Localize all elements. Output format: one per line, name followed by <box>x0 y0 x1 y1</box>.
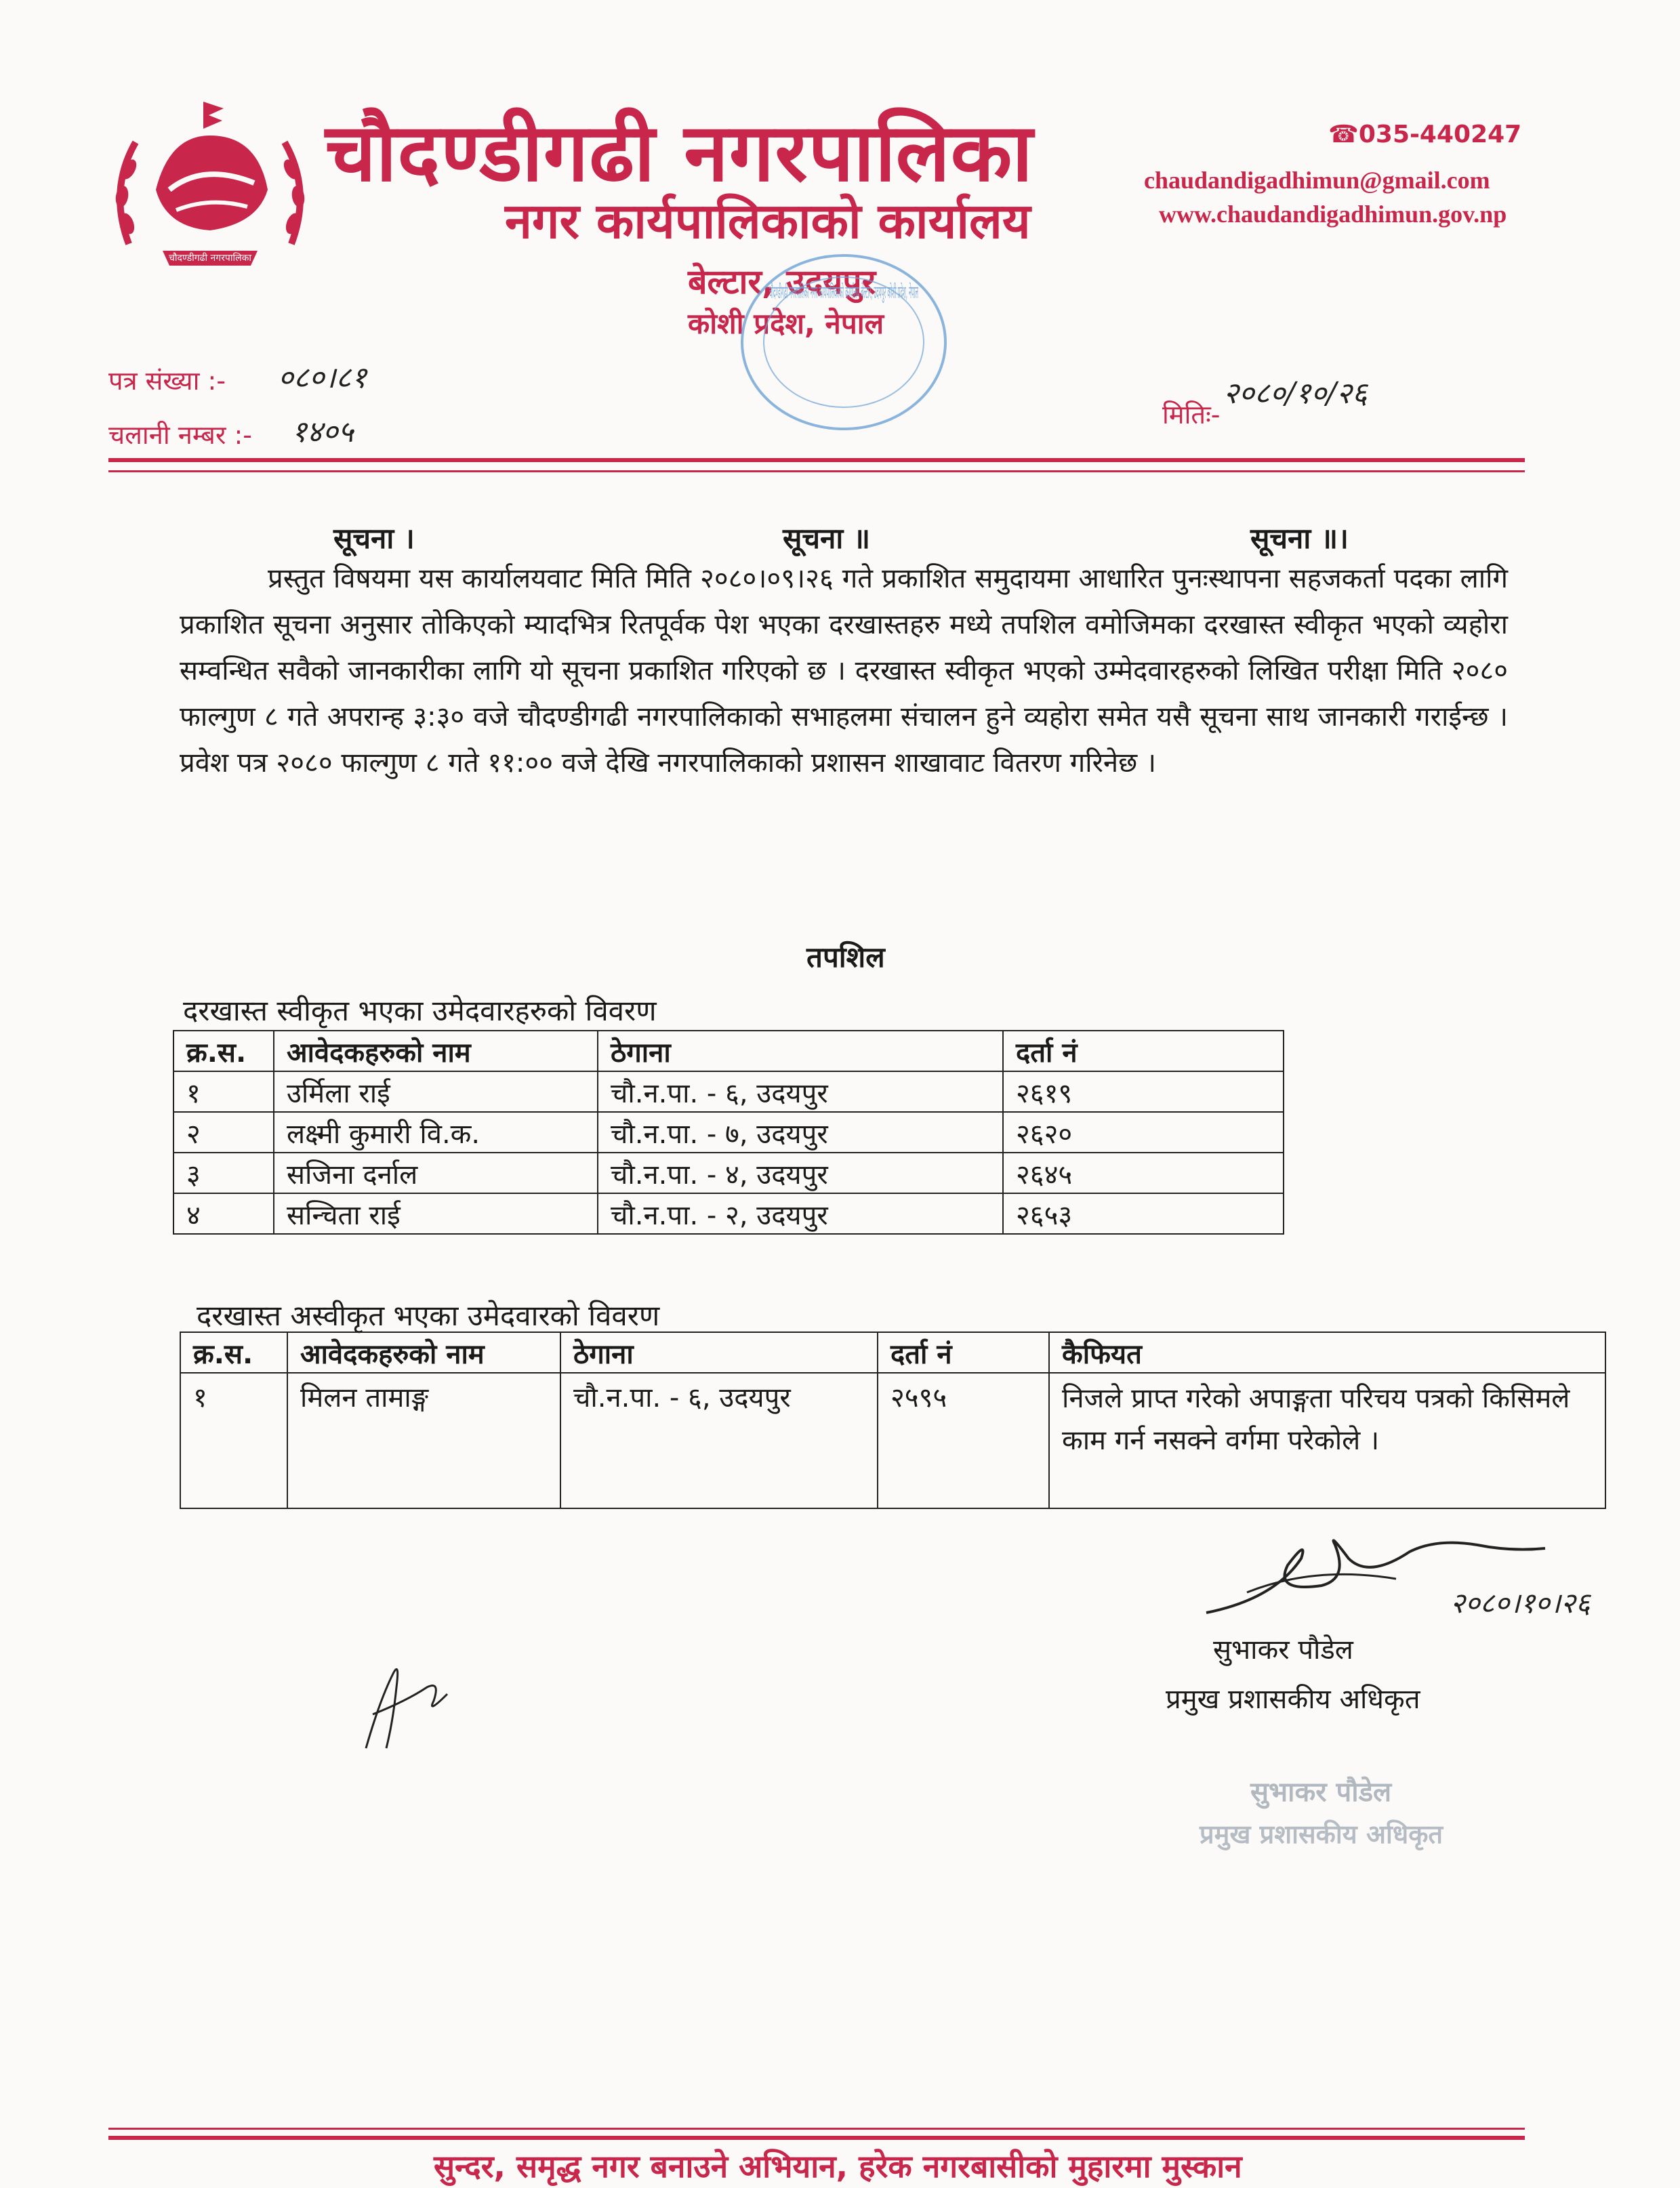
table-row <box>173 1193 1284 1234</box>
col-header: ठेगाना <box>560 1332 878 1373</box>
phone-icon: ☎ <box>1328 121 1359 148</box>
cell: चौ.न.पा. - ६, उदयपुर <box>598 1071 1003 1112</box>
date-value: २०८०/१०/२६ <box>1223 376 1368 411</box>
accepted-table-title: दरखास्त स्वीकृत भएका उमेदवारहरुको विवरण <box>183 994 657 1027</box>
signed-date: २०८०।१०।२६ <box>1450 1586 1591 1619</box>
footer-rule-bottom <box>108 2136 1525 2140</box>
notice-heading-2: सूचना ॥ <box>783 522 871 555</box>
footer-slogan: सुन्दर, समृद्ध नगर बनाउने अभियान, हरेक नगरबासीको मुहारमा मुस्कान <box>434 2148 1242 2185</box>
col-header: आवेदकहरुको नाम <box>287 1332 560 1373</box>
dispatch-no-value: १४०५ <box>291 415 354 449</box>
cell: चौ.न.पा. - ७, उदयपुर <box>598 1112 1003 1153</box>
col-header: दर्ता नं <box>878 1332 1049 1373</box>
header-rule-top <box>108 458 1525 462</box>
signatory-title: प्रमुख प्रशासकीय अधिकृत <box>1166 1684 1420 1715</box>
header-rule-bottom <box>108 470 1525 472</box>
table-header-row <box>180 1332 1605 1373</box>
emblem-text: चौदण्डीगढी नगरपालिका <box>168 253 252 264</box>
col-header: ठेगाना <box>598 1031 1003 1071</box>
phone-number <box>1328 121 1521 148</box>
cell: २५९५ <box>878 1373 1049 1508</box>
rejected-candidates-table <box>180 1332 1606 1509</box>
footer-rule-top <box>108 2128 1525 2130</box>
cell: २६४५ <box>1003 1153 1284 1193</box>
dispatch-no-label: चलानी नम्बर :- <box>108 420 253 450</box>
cell: चौ.न.पा. - ४, उदयपुर <box>598 1153 1003 1193</box>
cell: २६२० <box>1003 1112 1284 1153</box>
municipality-emblem <box>102 88 319 291</box>
notice-heading-1: सूचना । <box>333 522 415 555</box>
letter-no-value: ०८०।८१ <box>278 360 367 395</box>
rejected-table-title: दरखास्त अस्वीकृत भएका उमेदवारको विवरण <box>197 1299 660 1332</box>
annex-title: तपशिल <box>806 941 885 974</box>
cell: २६१९ <box>1003 1071 1284 1112</box>
office-name: नगर कार्यपालिकाको कार्यालय <box>505 192 1031 249</box>
cell: १ <box>180 1373 287 1508</box>
cell: मिलन तामाङ्ग <box>287 1373 560 1508</box>
table-row <box>173 1112 1284 1153</box>
notice-heading-3: सूचना ॥। <box>1250 522 1349 555</box>
col-header: आवेदकहरुको नाम <box>274 1031 598 1071</box>
address-line-1: बेल्टार, उदयपुर <box>688 262 876 302</box>
cell: चौ.न.पा. - ६, उदयपुर <box>560 1373 878 1508</box>
cell: सन्चिता राई <box>274 1193 598 1234</box>
cell: २६५३ <box>1003 1193 1284 1234</box>
table-row <box>173 1071 1284 1112</box>
notice-body <box>180 556 1508 786</box>
col-header: क्र.स. <box>180 1332 287 1373</box>
table-row <box>173 1153 1284 1193</box>
signatory-name: सुभाकर पौडेल <box>1213 1634 1353 1666</box>
notice-body-text: प्रस्तुत विषयमा यस कार्यालयवाट मिति मिति २०८०।०९।२६ गते प्रकाशित समुदायमा आधारित पुनःस्थापना सहजकर्ता पदका लागि प्रकाशित सूचना अनुसार तोकिएको म्यादभित्र रितपूर्वक पेश भएका दरखास्तहरु मध्ये तपशिल वमोजिमका दरखास्त स्वीकृत भएको व्यहोरा सम्वन्धित सवैको जानकारीका लागि यो सूचना प्रकाशित गरिएको छ । दरखास्त स्वीकृत भएको उम्मेदवारहरुको लिखित परीक्षा मिति २०८० फाल्गुण ८ गते अपरान्ह ३:३० वजे चौदण्डीगढी नगरपालिकाको सभाहलमा संचालन हुने व्यहोरा समेत यसै सूचना साथ जानकारी गराईन्छ । प्रवेश पत्र २०८० फाल्गुण ८ गते ११:०० वजे देखि नगरपालिकाको प्रशासन शाखावाट वितरण गरिनेछ । <box>180 563 1508 779</box>
cell: ४ <box>173 1193 274 1234</box>
cell: लक्ष्मी कुमारी वि.क. <box>274 1112 598 1153</box>
table-row <box>180 1373 1605 1508</box>
website-url: www.chaudandigadhimun.gov.np <box>1159 201 1507 228</box>
phone-value: 035-440247 <box>1358 121 1522 148</box>
name-stamp: सुभाकर पौडेल <box>1250 1777 1392 1808</box>
signature <box>1193 1518 1591 1633</box>
letter-no-label: पत्र संख्या :- <box>108 366 226 396</box>
col-header: दर्ता नं <box>1003 1031 1284 1071</box>
date-label: मितिः- <box>1162 400 1221 430</box>
title-stamp: प्रमुख प्रशासकीय अधिकृत <box>1200 1819 1443 1849</box>
table-header-row <box>173 1031 1284 1071</box>
cell: चौ.न.पा. - २, उदयपुर <box>598 1193 1003 1234</box>
cell: उर्मिला राई <box>274 1071 598 1112</box>
cell: सजिना दर्नाल <box>274 1153 598 1193</box>
cell: ३ <box>173 1153 274 1193</box>
org-name: चौदण्डीगढी नगरपालिका <box>325 106 1033 199</box>
accepted-candidates-table <box>173 1030 1284 1235</box>
cell: २ <box>173 1112 274 1153</box>
cell: निजले प्राप्त गरेको अपाङ्गता परिचय पत्रको किसिमले काम गर्न नसक्ने वर्गमा परेकोले । <box>1049 1373 1605 1508</box>
col-header: क्र.स. <box>173 1031 274 1071</box>
stamp-text: चौदण्डीगढी नगरपालिका नगर कार्यपालिकाको कार्यालय बेल्टार, उदयपुर कोशी प्रदेश, नेपाल <box>769 283 1344 303</box>
email-address: chaudandigadhimun@gmail.com <box>1144 167 1490 194</box>
address-line-2: कोशी प्रदेश, नेपाल <box>688 307 884 340</box>
col-header: कैफियत <box>1049 1332 1605 1373</box>
cell: १ <box>173 1071 274 1112</box>
initials-signature <box>352 1647 461 1762</box>
